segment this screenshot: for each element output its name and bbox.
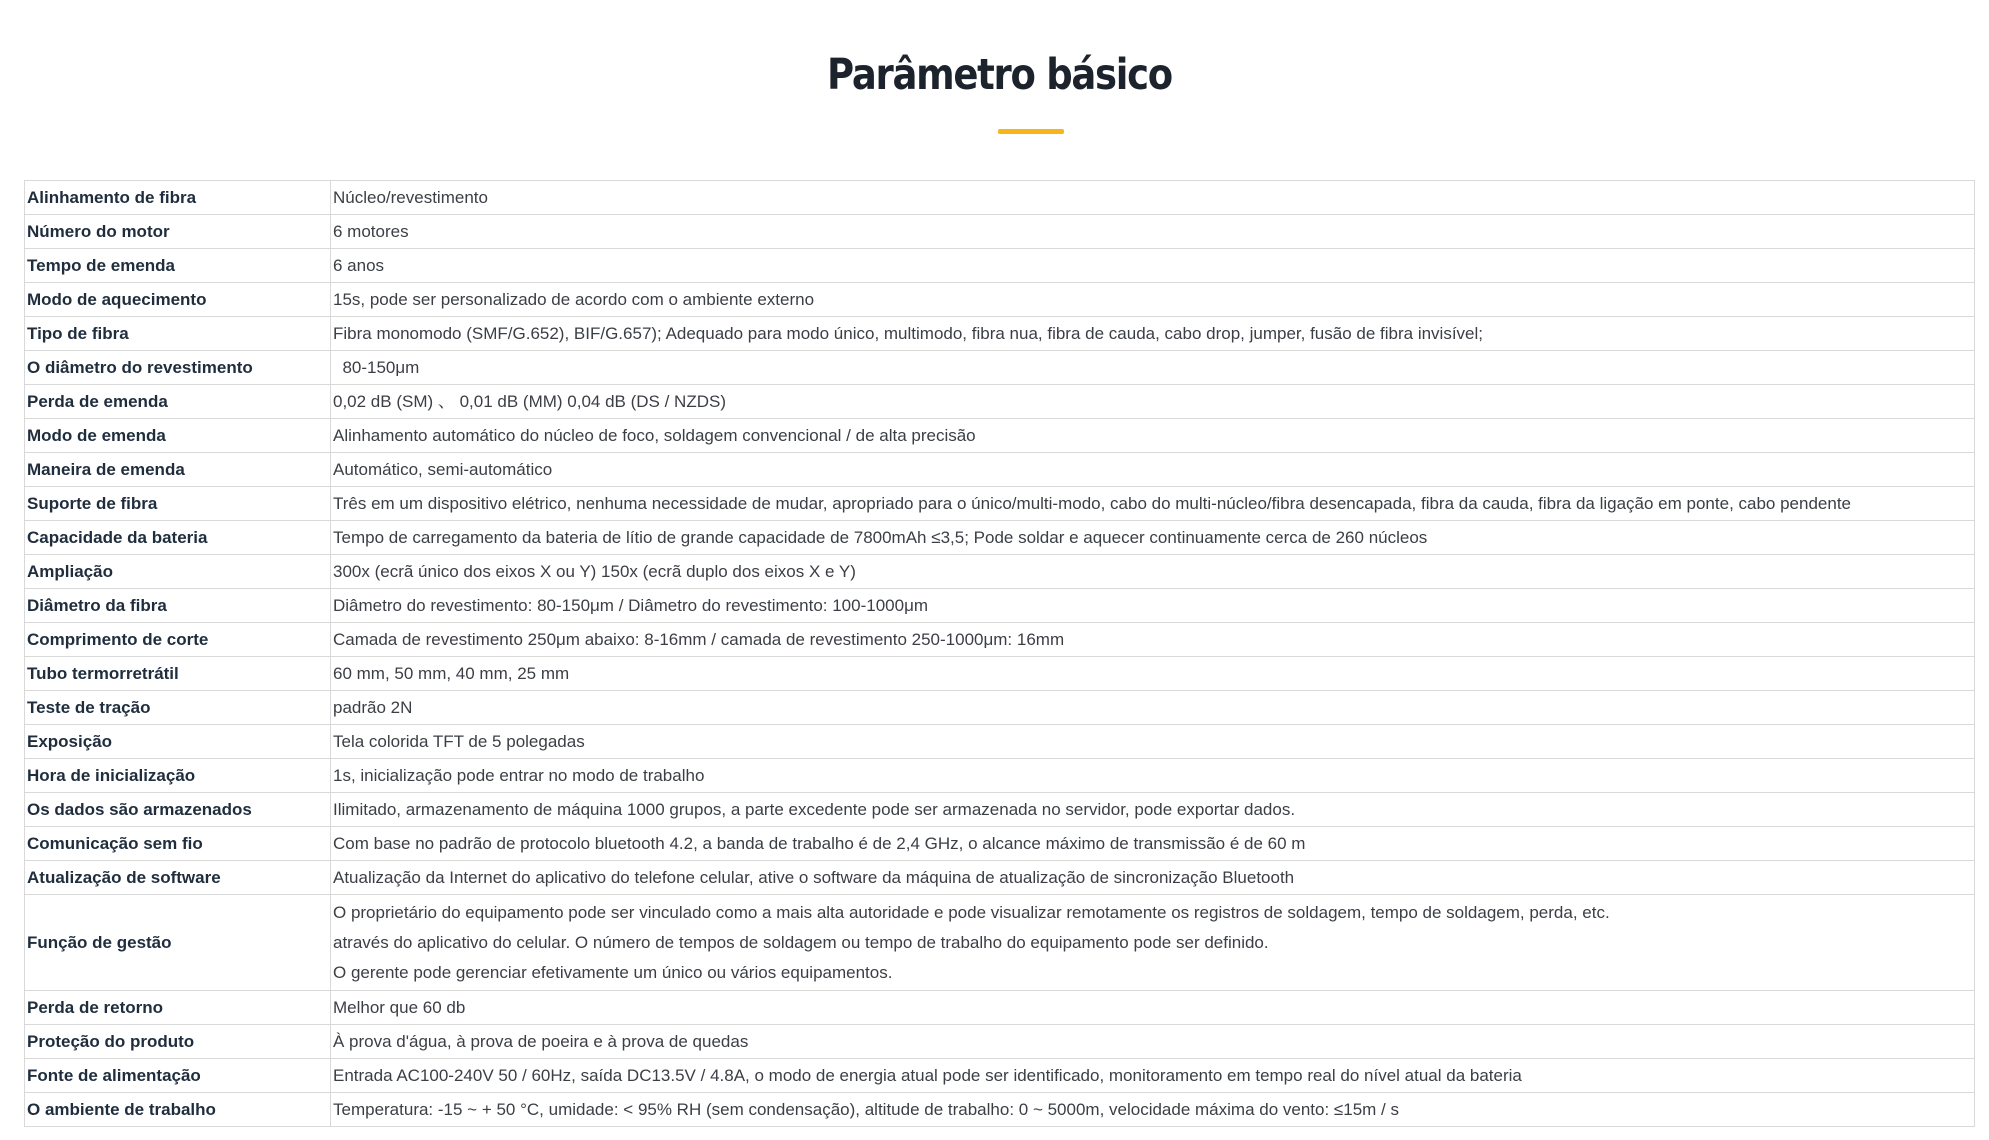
table-row <box>25 1093 1975 1127</box>
row-value: Temperatura: -15 ~ + 50 °C, umidade: < 95% RH (sem condensação), altitude de trabalho: 0 ~ 5000m, velocidade máxima do vento: ≤15m / s <box>331 1093 1975 1127</box>
row-label: Comunicação sem fio <box>25 827 331 861</box>
table-row <box>25 759 1975 793</box>
table-row <box>25 827 1975 861</box>
row-label: Tubo termorretrátil <box>25 657 331 691</box>
row-value: Alinhamento automático do núcleo de foco, soldagem convencional / de alta precisão <box>331 419 1975 453</box>
row-label: Perda de retorno <box>25 991 331 1025</box>
row-label: Função de gestão <box>25 895 331 991</box>
row-value: Com base no padrão de protocolo bluetooth 4.2, a banda de trabalho é de 2,4 GHz, o alcance máximo de transmissão é de 60 m <box>331 827 1975 861</box>
table-row <box>25 793 1975 827</box>
row-value-line: O gerente pode gerenciar efetivamente um único ou vários equipamentos. <box>333 962 893 982</box>
table-row <box>25 657 1975 691</box>
row-label: Comprimento de corte <box>25 623 331 657</box>
row-value: 0,02 dB (SM) 、 0,01 dB (MM) 0,04 dB (DS / NZDS) <box>331 385 1975 419</box>
row-value: Atualização da Internet do aplicativo do telefone celular, ative o software da máquina de atualização de sincronização Bluetooth <box>331 861 1975 895</box>
row-value: Fibra monomodo (SMF/G.652), BIF/G.657); Adequado para modo único, multimodo, fibra nua, fibra de cauda, cabo drop, jumper, fusão de fibra invisível; <box>331 317 1975 351</box>
row-label: Modo de emenda <box>25 419 331 453</box>
row-label: Teste de tração <box>25 691 331 725</box>
table-row <box>25 521 1975 555</box>
table-row <box>25 623 1975 657</box>
row-label: Proteção do produto <box>25 1025 331 1059</box>
row-value: Ilimitado, armazenamento de máquina 1000 grupos, a parte excedente pode ser armazenada no servidor, pode exportar dados. <box>331 793 1975 827</box>
row-label: Número do motor <box>25 215 331 249</box>
table-row <box>25 589 1975 623</box>
row-value <box>331 895 1975 991</box>
row-label: O diâmetro do revestimento <box>25 351 331 385</box>
row-value: Três em um dispositivo elétrico, nenhuma necessidade de mudar, apropriado para o único/multi-modo, cabo do multi-núcleo/fibra desencapada, fibra da cauda, fibra da ligação em ponte, cabo pendente <box>331 487 1975 521</box>
row-value: 15s, pode ser personalizado de acordo com o ambiente externo <box>331 283 1975 317</box>
table-row <box>25 487 1975 521</box>
title-underline <box>998 129 1064 134</box>
parameters-table <box>24 180 1975 1127</box>
parameters-table-body <box>25 181 1975 1127</box>
row-label: Capacidade da bateria <box>25 521 331 555</box>
row-value: 6 motores <box>331 215 1975 249</box>
row-value: Tela colorida TFT de 5 polegadas <box>331 725 1975 759</box>
table-row <box>25 453 1975 487</box>
table-row <box>25 725 1975 759</box>
row-value: Entrada AC100-240V 50 / 60Hz, saída DC13.5V / 4.8A, o modo de energia atual pode ser identificado, monitoramento em tempo real do nível atual da bateria <box>331 1059 1975 1093</box>
row-value: Diâmetro do revestimento: 80-150μm / Diâmetro do revestimento: 100-1000μm <box>331 589 1975 623</box>
table-row <box>25 351 1975 385</box>
row-label: Suporte de fibra <box>25 487 331 521</box>
row-value: 80-150μm <box>331 351 1975 385</box>
table-row <box>25 181 1975 215</box>
row-label: Diâmetro da fibra <box>25 589 331 623</box>
row-label: Ampliação <box>25 555 331 589</box>
row-label: Tempo de emenda <box>25 249 331 283</box>
row-label: Modo de aquecimento <box>25 283 331 317</box>
row-label: Atualização de software <box>25 861 331 895</box>
table-row <box>25 215 1975 249</box>
row-value: 1s, inicialização pode entrar no modo de trabalho <box>331 759 1975 793</box>
row-value: Tempo de carregamento da bateria de lítio de grande capacidade de 7800mAh ≤3,5; Pode soldar e aquecer continuamente cerca de 260 núcleos <box>331 521 1975 555</box>
row-label: Maneira de emenda <box>25 453 331 487</box>
table-row <box>25 385 1975 419</box>
row-value: Automático, semi-automático <box>331 453 1975 487</box>
table-row <box>25 861 1975 895</box>
table-row <box>25 283 1975 317</box>
table-row <box>25 1025 1975 1059</box>
row-value: Camada de revestimento 250μm abaixo: 8-16mm / camada de revestimento 250-1000μm: 16mm <box>331 623 1975 657</box>
row-value: padrão 2N <box>331 691 1975 725</box>
table-row <box>25 991 1975 1025</box>
row-value: 300x (ecrã único dos eixos X ou Y) 150x (ecrã duplo dos eixos X e Y) <box>331 555 1975 589</box>
table-row <box>25 555 1975 589</box>
page-title: Parâmetro básico <box>827 50 1172 100</box>
row-value: 60 mm, 50 mm, 40 mm, 25 mm <box>331 657 1975 691</box>
row-label: Fonte de alimentação <box>25 1059 331 1093</box>
row-label: Alinhamento de fibra <box>25 181 331 215</box>
row-label: Exposição <box>25 725 331 759</box>
row-value: Núcleo/revestimento <box>331 181 1975 215</box>
table-row <box>25 317 1975 351</box>
table-row <box>25 1059 1975 1093</box>
row-label: O ambiente de trabalho <box>25 1093 331 1127</box>
row-label: Perda de emenda <box>25 385 331 419</box>
row-value: 6 anos <box>331 249 1975 283</box>
row-value: Melhor que 60 db <box>331 991 1975 1025</box>
table-row <box>25 895 1975 991</box>
row-label: Os dados são armazenados <box>25 793 331 827</box>
table-row <box>25 419 1975 453</box>
row-value: À prova d'água, à prova de poeira e à prova de quedas <box>331 1025 1975 1059</box>
row-value-line: O proprietário do equipamento pode ser vinculado como a mais alta autoridade e pode visualizar remotamente os registros de soldagem, tempo de soldagem, perda, etc. <box>333 902 1610 922</box>
row-value-line: através do aplicativo do celular. O número de tempos de soldagem ou tempo de trabalho do equipamento pode ser definido. <box>333 932 1269 952</box>
table-row <box>25 249 1975 283</box>
row-label: Tipo de fibra <box>25 317 331 351</box>
row-label: Hora de inicialização <box>25 759 331 793</box>
table-row <box>25 691 1975 725</box>
